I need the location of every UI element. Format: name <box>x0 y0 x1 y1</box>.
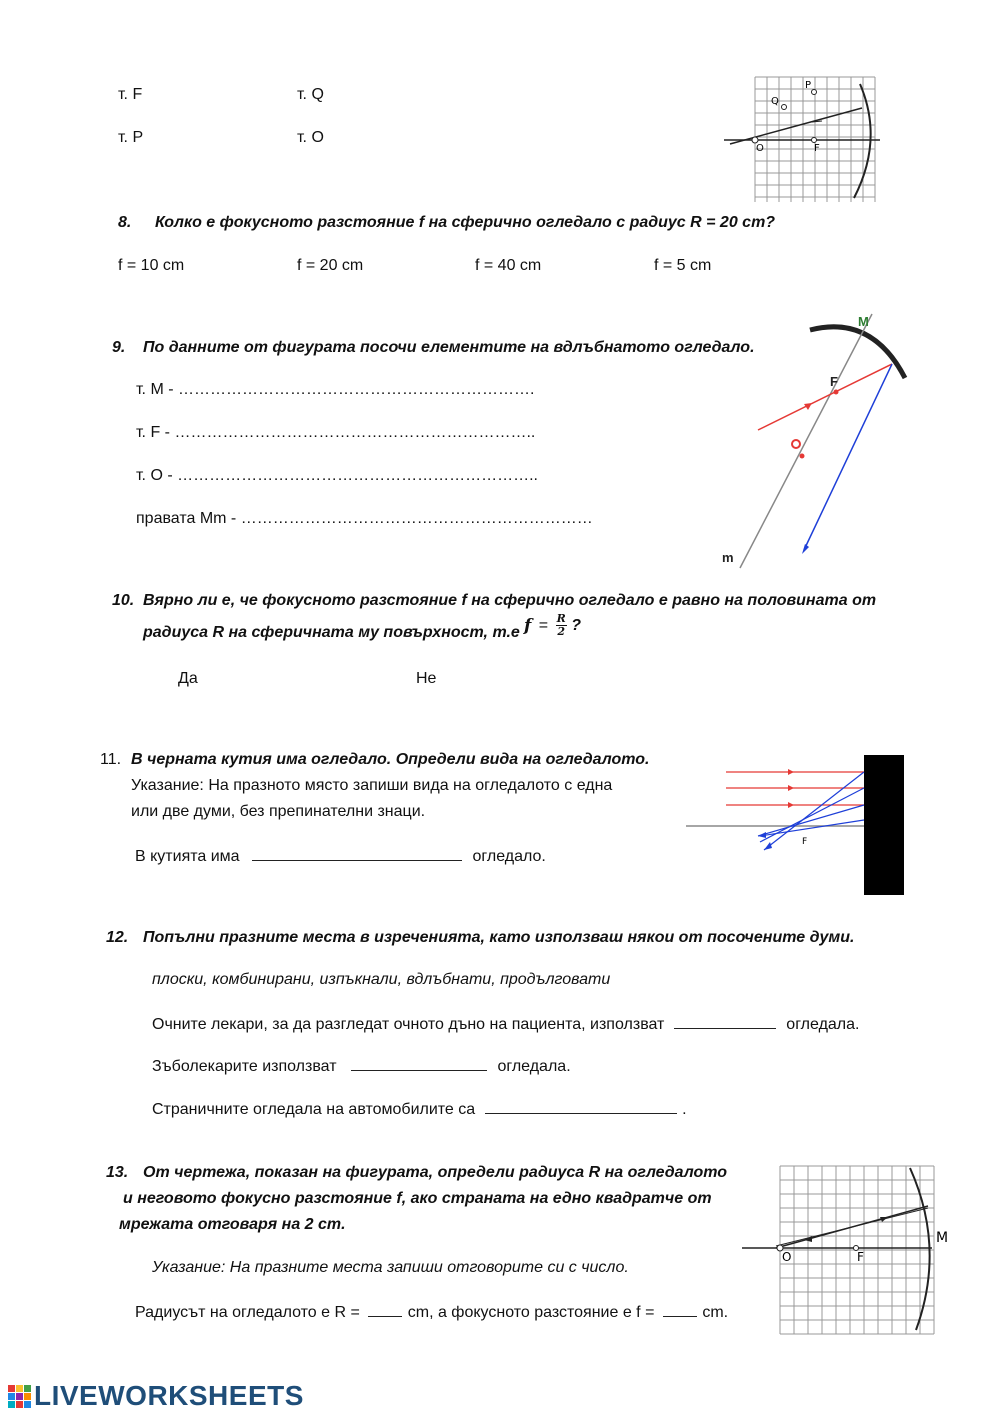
q11-answer-line <box>135 846 546 866</box>
q11-question: В черната кутия има огледало. Определи вида на огледалото. <box>131 751 650 768</box>
q9-label-m: M <box>858 314 869 329</box>
q8-option-2[interactable]: f = 20 cm <box>297 257 364 274</box>
q8-option-4[interactable]: f = 5 cm <box>654 257 712 274</box>
q9-number: 9. <box>112 339 126 356</box>
q7-label-o: O <box>756 143 764 154</box>
q12-question: Попълни празните места в изреченията, като използваш някои от посочените думи. <box>143 929 855 946</box>
q10-number: 10. <box>112 592 135 609</box>
q12-blank-3[interactable] <box>485 1099 677 1114</box>
liveworksheets-brand: LIVEWORKSHEETS <box>34 1380 304 1411</box>
q13-line1: От чертежа, показан на фигурата, определи радиуса R на огледалото <box>143 1164 728 1181</box>
q13-grid-mirror-figure <box>740 1162 958 1338</box>
q11-answer-suffix: огледало. <box>472 848 546 865</box>
q8-question: Колко е фокусното разстояние f на сферично огледало с радиус R = 20 cm? <box>155 214 776 231</box>
q11-label-f: F <box>802 837 808 847</box>
liveworksheets-logo <box>8 1380 304 1412</box>
q13-focal-blank[interactable] <box>663 1302 697 1317</box>
q7-label-p: P <box>805 80 812 91</box>
q13-number: 13. <box>106 1164 129 1181</box>
q12-sentence-1: Очните лекари, за да разгледат очното дъно на пациента, използват огледала. <box>152 1016 860 1033</box>
q13-label-o: O <box>782 1250 792 1264</box>
q13-line2: и неговото фокусно разстояние f, ако страната на едно квадратче от <box>123 1190 712 1207</box>
q9-line-f[interactable]: т. F - ………………………………………………………….. <box>136 424 536 441</box>
q9-label-m-small: m <box>722 550 734 565</box>
q7-option-o[interactable]: т. O <box>297 129 324 146</box>
q10-option-no[interactable]: Не <box>416 670 437 687</box>
q9-line-mm[interactable]: правата Mm - ………………………………………………………… <box>136 510 593 527</box>
q10-line1: Вярно ли е, че фокусното разстояние f на сферично огледало е равно на половината от <box>143 592 877 609</box>
q13-answer-line: Радиусът на огледалото е R = cm, а фокусното разстояние е f = cm. <box>135 1304 729 1321</box>
q12-blank-2[interactable] <box>351 1056 487 1071</box>
q9-question: По данните от фигурата посочи елементите на вдлъбнатото огледало. <box>143 339 755 356</box>
q12-blank-1[interactable] <box>674 1014 776 1029</box>
q10-option-yes[interactable]: Да <box>178 670 198 687</box>
q12-sentence-3: Страничните огледала на автомобилите са . <box>152 1101 687 1118</box>
q13-label-f: F <box>857 1250 864 1264</box>
q12-number: 12. <box>106 929 129 946</box>
q7-mirror-figure <box>722 74 882 206</box>
q9-line-o[interactable]: т. O - ………………………………………………………….. <box>136 467 538 484</box>
q11-hint-line1: Указание: На празното място запиши вида на огледалото с една <box>131 777 613 794</box>
q13-label-m: M <box>936 1230 949 1246</box>
q9-label-f: F <box>830 374 838 389</box>
q11-hint-line2: или две думи, без препинателни знаци. <box>131 803 426 820</box>
q12-word-bank: плоски, комбинирани, изпъкнали, вдлъбнати, продълговати <box>152 971 611 988</box>
q10-formula: f = $\frac{R}{2}$ ? <box>524 612 581 638</box>
q11-number: 11. <box>100 751 122 768</box>
q13-line3: мрежата отговаря на 2 cm. <box>119 1216 346 1233</box>
q8-number: 8. <box>118 214 132 231</box>
q12-sentence-2: Зъболекарите използват огледала. <box>152 1058 571 1075</box>
q11-black-box-figure <box>684 752 908 898</box>
q7-option-f[interactable]: т. F <box>118 86 143 103</box>
q13-hint: Указание: На празните места запиши отговорите си с число. <box>152 1259 629 1276</box>
q8-option-1[interactable]: f = 10 cm <box>118 257 185 274</box>
q7-option-q[interactable]: т. Q <box>297 86 324 103</box>
q7-label-f: F <box>814 143 820 154</box>
q7-label-q: Q <box>771 96 779 107</box>
q10-line2: радиуса R на сферичната му повърхност, т.е <box>143 624 520 641</box>
q7-option-p[interactable]: т. P <box>118 129 144 146</box>
q9-line-m[interactable]: т. M - …………………………………………………………. <box>136 381 535 398</box>
liveworksheets-logo-mark <box>8 1385 31 1408</box>
q8-option-3[interactable]: f = 40 cm <box>475 257 542 274</box>
q11-answer-blank[interactable] <box>252 846 462 861</box>
q13-radius-blank[interactable] <box>368 1302 402 1317</box>
q9-concave-mirror-figure <box>712 306 912 576</box>
q11-answer-prefix: В кутията има <box>135 848 240 865</box>
